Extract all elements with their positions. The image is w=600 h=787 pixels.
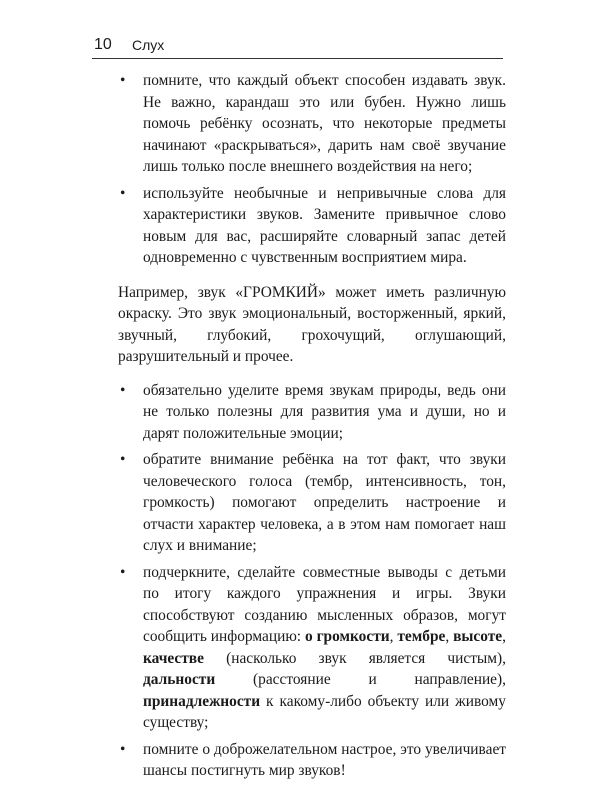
text-run: , [389,628,398,645]
body-paragraph: Например, звук «ГРОМКИЙ» может иметь различную окраску. Это звук эмоциональный, восторженный, яркий, звучный, глубокий, грохочущий, оглушающий, разрушительный и прочее. [118,283,506,365]
list-item-text: помните, что каждый объект способен издавать звук. Не важно, карандаш это или бубен. Нужно лишь помочь ребёнку осознать, что некоторые предметы начинают «раскрываться», дарить нам своё звучание лишь только после внешнего воздействия на него; [143,72,506,175]
page-body [118,70,506,787]
bullet-list-1 [118,70,506,269]
bold-term: качестве [143,649,204,667]
list-item-text [143,564,506,732]
bullet-icon: • [120,381,126,399]
text-run: , [445,628,454,645]
page-header [92,28,503,59]
bold-term: принадлежности [143,692,261,710]
text-run: к какому-либо объекту или живому существу; [143,692,506,731]
list-item [118,739,506,782]
list-item [118,70,506,178]
bold-term: высоте [453,628,503,645]
bullet-icon: • [120,184,126,202]
bullet-icon: • [120,72,126,89]
list-item-text: обратите внимание ребёнка на тот факт, что звуки человеческого голоса (тембр, интенсивность, тон, громкость) помогают определить настроение и отчасти характер человека, а в этом нам помогает наш слух и внимание; [143,451,506,554]
page-number: 10 [94,36,112,53]
list-item-text: обязательно уделите время звукам природы, ведь они не только полезны для развития ума и души, но и дарят положительные эмоции; [143,381,506,442]
text-run: подчеркните, сделайте совместные выводы с детьми по итогу каждого упражнения и игры. Звуки способствуют созданию мысленных образов, могут сообщить информацию: [143,563,506,645]
bullet-list-2 [118,380,506,782]
bold-term: о громкости [304,628,390,645]
running-title: Слух [132,37,165,53]
text-run: , [502,628,506,645]
bold-term: тембре [397,628,446,645]
list-item [118,562,506,734]
bold-term: дальности [143,671,216,688]
list-item [118,380,506,445]
bullet-icon: • [120,451,126,468]
text-run: (насколько звук является чистым), [203,649,506,667]
list-item [118,449,506,557]
list-item-text: используйте необычные и непривычные слова для характеристики звуков. Замените привычное слово новым для вас, расширяйте словарный запас детей одновременно с чувственным восприятием мира. [143,184,506,266]
bullet-icon: • [120,740,126,758]
list-item-text: помните о доброжелательном настрое, это увеличивает шансы постигнуть мир звуков! [143,740,506,779]
text-run: (расстояние и направление), [215,671,506,688]
bullet-icon: • [120,563,126,581]
list-item [118,183,506,269]
